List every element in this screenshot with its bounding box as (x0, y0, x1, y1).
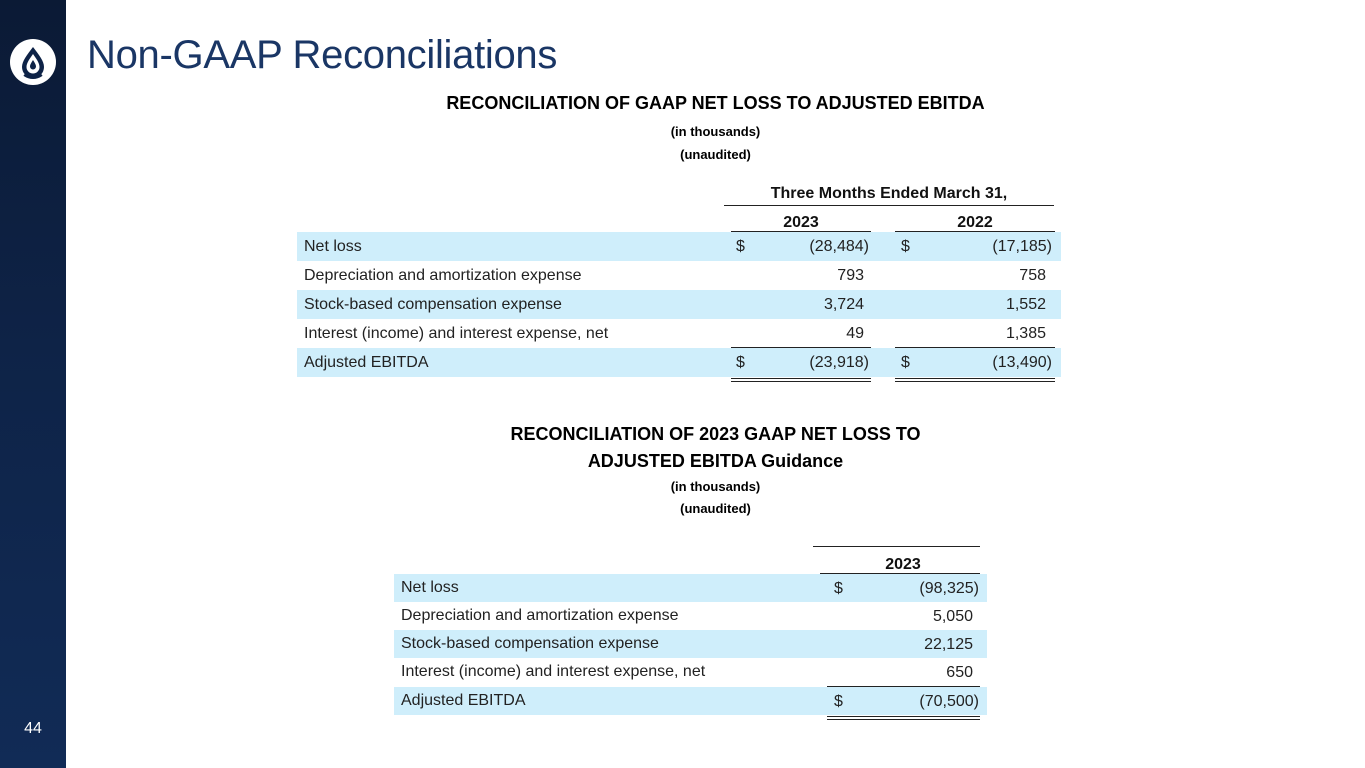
table1-col-2022: 2022 (957, 214, 993, 231)
table-row (394, 602, 987, 630)
water-drop-logo-icon (10, 39, 56, 85)
value-2023: 650 (946, 664, 973, 681)
value-2023: 3,724 (823, 296, 864, 313)
table1-total-double-rule-2023 (731, 378, 871, 382)
row-label: Net loss (304, 237, 362, 255)
table1-heading: RECONCILIATION OF GAAP NET LOSS TO ADJUSTED EBITDA (446, 93, 985, 113)
value-2023: 5,050 (932, 608, 973, 625)
value-2022: 1,385 (1005, 325, 1046, 342)
value-2022: 1,552 (1005, 296, 1046, 313)
row-label: Depreciation and amortization expense (401, 607, 679, 624)
table2-top-rule (813, 546, 980, 547)
value-2023: 22,125 (924, 636, 973, 653)
table1-period-header: Three Months Ended March 31, (770, 185, 1008, 202)
currency-symbol: $ (834, 693, 843, 710)
row-label: Depreciation and amortization expense (304, 266, 582, 284)
table-row (394, 574, 987, 602)
row-label: Adjusted EBITDA (401, 692, 526, 709)
sidebar (0, 0, 66, 768)
table2-audit: (unaudited) (680, 501, 751, 516)
table2-col-2023: 2023 (885, 556, 921, 573)
currency-symbol: $ (736, 238, 745, 255)
table2-units: (in thousands) (670, 479, 761, 494)
table1-period-rule (724, 205, 1054, 206)
value-2023: 49 (846, 325, 864, 342)
table1-units: (in thousands) (670, 124, 761, 139)
table-row (297, 319, 1061, 348)
table2-heading-line1: RECONCILIATION OF 2023 GAAP NET LOSS TO (510, 424, 921, 444)
table-row (297, 261, 1061, 290)
value-2023: (70,500) (919, 693, 979, 710)
table-row (394, 687, 987, 715)
currency-symbol: $ (736, 354, 745, 371)
table-row (394, 630, 987, 658)
page-title: Non-GAAP Reconciliations (87, 33, 558, 77)
row-label: Stock-based compensation expense (304, 295, 562, 313)
value-2023: (23,918) (809, 354, 869, 371)
currency-symbol: $ (901, 354, 910, 371)
table1-total-double-rule-2022 (895, 378, 1055, 382)
value-2022: (13,490) (992, 354, 1052, 371)
table-row (394, 658, 987, 686)
page-number: 44 (24, 720, 42, 737)
table-row (297, 348, 1061, 377)
row-label: Interest (income) and interest expense, net (401, 663, 706, 680)
table1-audit: (unaudited) (680, 147, 751, 162)
value-2023: 793 (837, 267, 864, 284)
row-label: Adjusted EBITDA (304, 353, 429, 371)
value-2022: 758 (1019, 267, 1046, 284)
table2-total-double-rule (827, 716, 980, 720)
row-label: Stock-based compensation expense (401, 635, 659, 652)
value-2023: (98,325) (919, 580, 979, 597)
table1-col-2023: 2023 (783, 214, 819, 231)
value-2022: (17,185) (992, 238, 1052, 255)
row-label: Net loss (401, 579, 459, 596)
table2-heading-line2: ADJUSTED EBITDA Guidance (587, 451, 844, 471)
currency-symbol: $ (901, 238, 910, 255)
currency-symbol: $ (834, 580, 843, 597)
table-row (297, 232, 1061, 261)
value-2023: (28,484) (809, 238, 869, 255)
table-row (297, 290, 1061, 319)
row-label: Interest (income) and interest expense, net (304, 324, 609, 342)
